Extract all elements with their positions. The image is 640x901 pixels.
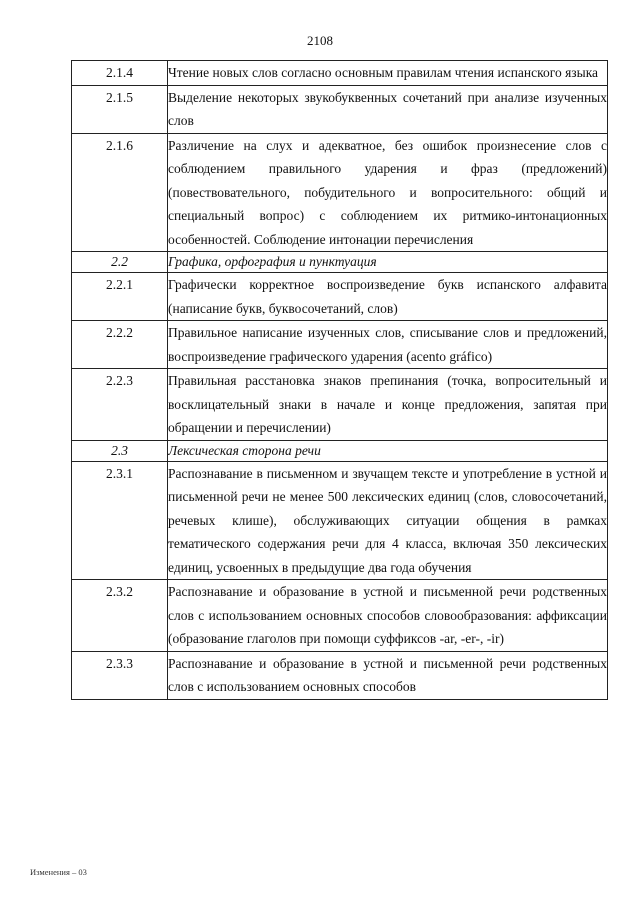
row-text: Чтение новых слов согласно основным правилам чтения испанского языка	[168, 61, 608, 86]
table-row	[72, 61, 608, 86]
table-row	[72, 369, 608, 441]
table-row	[72, 133, 608, 252]
row-number: 2.1.5	[72, 85, 168, 133]
row-text: Графически корректное воспроизведение букв испанского алфавита (написание букв, буквосочетаний, слов)	[168, 273, 608, 321]
row-number: 2.1.4	[72, 61, 168, 86]
row-number: 2.2.2	[72, 321, 168, 369]
table-row	[72, 651, 608, 699]
row-number: 2.3.2	[72, 580, 168, 652]
row-number: 2.3.1	[72, 461, 168, 580]
row-text: Правильная расстановка знаков препинания (точка, вопросительный и восклицательный знаки в начале и конце предложения, запятая при обращении и перечислении)	[168, 369, 608, 441]
row-number: 2.2.1	[72, 273, 168, 321]
section-row	[72, 440, 608, 461]
row-text: Различение на слух и адекватное, без ошибок произнесение слов с соблюдением правильного ударения и фраз (предложений) (повествовательного, побудительного и вопросительного: общий и специальный вопрос) с соблюдением их ритмико-интонационных особенностей. Соблюдение интонации перечисления	[168, 133, 608, 252]
table-row	[72, 580, 608, 652]
table-row	[72, 85, 608, 133]
section-row	[72, 252, 608, 273]
section-title: Лексическая сторона речи	[168, 440, 608, 461]
row-text: Распознавание в письменном и звучащем тексте и употребление в устной и письменной речи не менее 500 лексических единиц (слов, словосочетаний, речевых клише), обслуживающих ситуации общения в рамках тематического содержания речи для 4 класса, включая 350 лексических единиц, усвоенных в предыдущие два года обучения	[168, 461, 608, 580]
content-table	[71, 60, 608, 700]
table-row	[72, 461, 608, 580]
section-title: Графика, орфография и пунктуация	[168, 252, 608, 273]
row-text: Распознавание и образование в устной и письменной речи родственных слов с использованием основных способов	[168, 651, 608, 699]
footer-revision: Изменения – 03	[30, 867, 87, 877]
row-text: Распознавание и образование в устной и письменной речи родственных слов с использованием основных способов словообразования: аффиксации (образование глаголов при помощи суффиксов -ar, -er-, -ir)	[168, 580, 608, 652]
table-row	[72, 321, 608, 369]
page-number: 2108	[307, 33, 333, 48]
section-number: 2.3	[72, 440, 168, 461]
row-text: Выделение некоторых звукобуквенных сочетаний при анализе изученных слов	[168, 85, 608, 133]
row-number: 2.3.3	[72, 651, 168, 699]
table-row	[72, 273, 608, 321]
row-number: 2.1.6	[72, 133, 168, 252]
section-number: 2.2	[72, 252, 168, 273]
row-text: Правильное написание изученных слов, списывание слов и предложений, воспроизведение графического ударения (acento gráfico)	[168, 321, 608, 369]
row-number: 2.2.3	[72, 369, 168, 441]
